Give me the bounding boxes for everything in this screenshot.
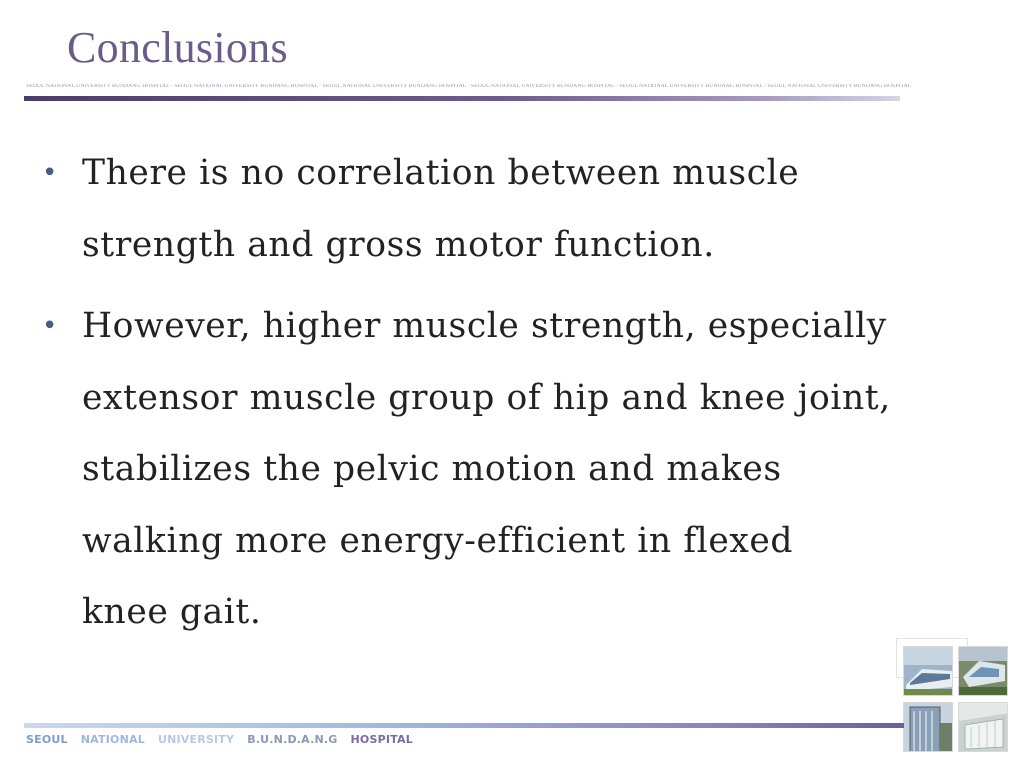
bullet-item-2 <box>40 291 960 649</box>
bullet-line: extensor muscle group of hip and knee joint, <box>82 377 891 418</box>
bullet-line: However, higher muscle strength, especially <box>82 306 887 346</box>
footer-word: B.U.N.D.A.N.G <box>247 733 338 746</box>
bullet-icon: • <box>42 311 58 341</box>
hospital-building-photo-4 <box>958 702 1008 752</box>
footer-word: HOSPITAL <box>350 733 413 746</box>
bullet-icon: • <box>42 158 58 188</box>
bullet-line: There is no correlation between muscle <box>82 153 800 193</box>
bullet-list <box>40 138 960 659</box>
footer-hospital-name <box>26 733 422 746</box>
hospital-building-photo-1 <box>903 646 953 696</box>
footer-word: SEOUL <box>26 733 68 746</box>
footer-divider <box>24 723 904 728</box>
header-watermark-band: SEOUL NATIONAL UNIVERSITY BUNDANG HOSPITAL · SEOUL NATIONAL UNIVERSITY BUNDANG HOSPITAL · SEOUL NATIONAL UNIVERSITY BUNDANG HOSPITAL · SEOUL NATIONAL UNIVERSITY BUNDANG HOSPITAL · SEOUL NATIONAL UNIVERSITY BUNDANG HOSPITAL · SEOUL NATIONAL UNIVERSITY BUNDANG HOSPITAL <box>26 84 912 89</box>
footer-word: NATIONAL <box>80 733 145 746</box>
bullet-line: stabilizes the pelvic motion and makes <box>82 449 782 489</box>
slide-title: Conclusions <box>67 23 288 72</box>
header-divider <box>24 96 900 101</box>
hospital-building-photo-2 <box>958 646 1008 696</box>
hospital-building-photo-3 <box>903 702 953 752</box>
footer-word: UNIVERSITY <box>157 733 235 746</box>
bullet-line: knee gait. <box>82 592 262 632</box>
bullet-line: strength and gross motor function. <box>82 224 715 265</box>
bullet-line: walking more energy-efficient in flexed <box>82 520 794 561</box>
bullet-item-1 <box>40 138 960 281</box>
